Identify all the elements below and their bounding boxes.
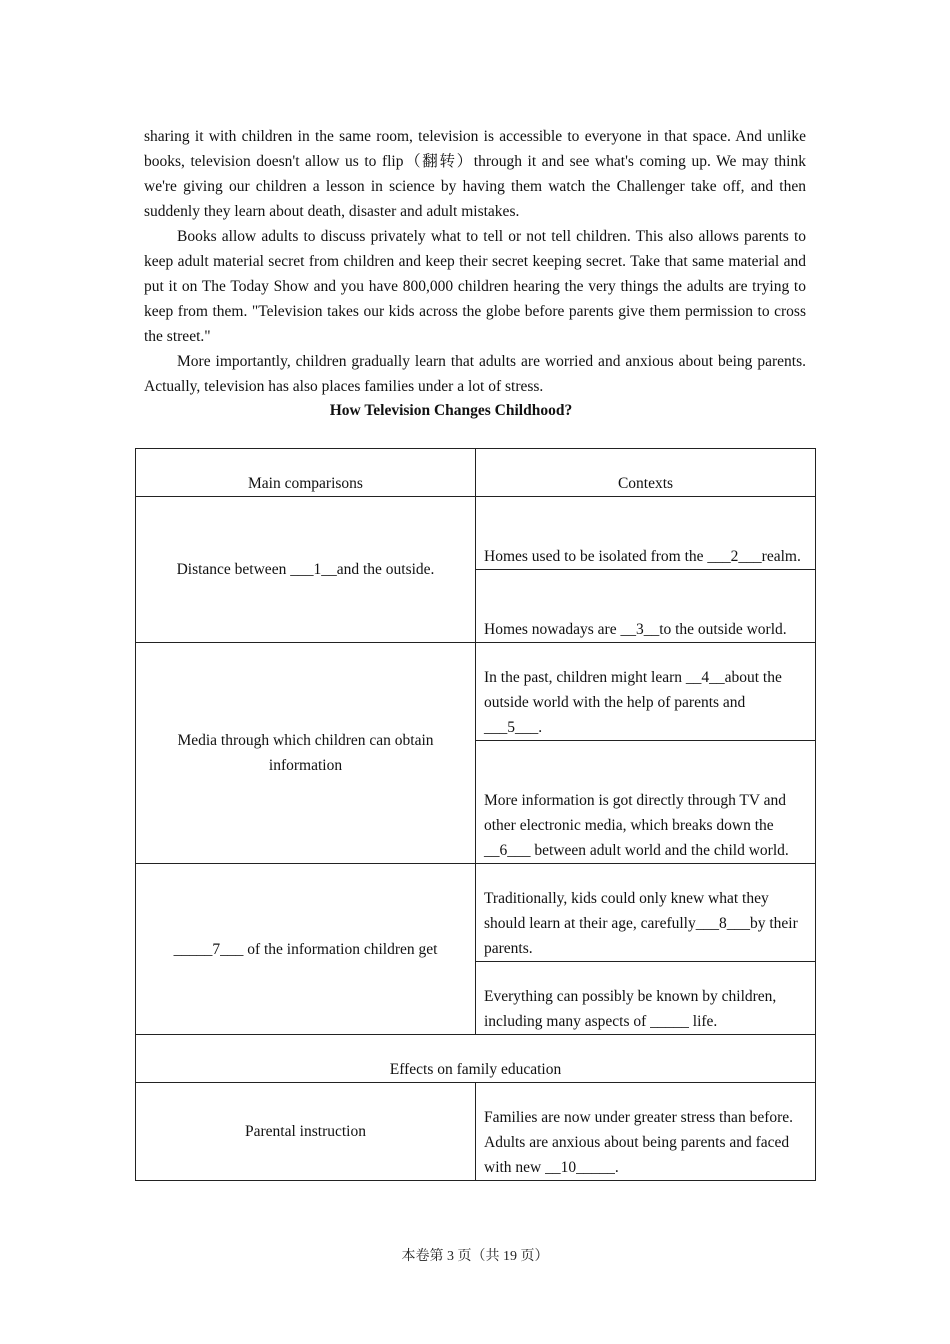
passage-paragraph-2: Books allow adults to discuss privately what to tell or not tell children. This also allows parents to keep adult material secret from children and keep their secret keeping secret. Take that same material and put it on The Today Show and you have 800,000 children hearing the very things the adults are trying to keep from them. "Television takes our kids across the globe before parents give them permission to cross the street." (144, 228, 806, 345)
row2-context-now: More information is got directly through TV and other electronic media, which breaks down the __6___ between adult world and the child world. (476, 741, 816, 864)
table-row (136, 643, 816, 741)
table-row (136, 1083, 816, 1181)
row4-comparison: Parental instruction (136, 1083, 476, 1181)
table-header-row (136, 449, 816, 497)
header-main-comparisons: Main comparisons (136, 449, 476, 497)
header-contexts: Contexts (476, 449, 816, 497)
row3-context-past: Traditionally, kids could only knew what they should learn at their age, carefully___8___by their parents. (476, 864, 816, 962)
row1-context-now: Homes nowadays are __3__to the outside world. (476, 570, 816, 643)
passage-paragraph-1: sharing it with children in the same room, television is accessible to everyone in that space. And unlike books, television doesn't allow us to flip（翻转）through it and see what's coming up. We may think we're giving our children a lesson in science by having them watch the Challenger take off, and then suddenly they learn about death, disaster and adult mistakes. (144, 128, 806, 220)
comparison-table (135, 448, 816, 1181)
passage-paragraph-3: More importantly, children gradually learn that adults are worried and anxious about being parents. Actually, television has also places families under a lot of stress. (144, 353, 806, 395)
row1-context-past: Homes used to be isolated from the ___2___realm. (476, 497, 816, 570)
row3-context-now: Everything can possibly be known by children, including many aspects of _____ life. (476, 962, 816, 1035)
page-footer: 本卷第 3 页（共 19 页） (401, 1249, 549, 1264)
row1-comparison: Distance between ___1__and the outside. (136, 497, 476, 643)
row3-comparison: _____7___ of the information children get (136, 864, 476, 1035)
row4-context: Families are now under greater stress than before. Adults are anxious about being parents and faced with new __10_____. (476, 1083, 816, 1181)
passage (144, 124, 806, 399)
row2-context-past: In the past, children might learn __4__about the outside world with the help of parents and ___5___. (476, 643, 816, 741)
table-row (136, 497, 816, 570)
table-title: How Television Changes Childhood? (329, 402, 573, 419)
table-row (136, 864, 816, 962)
table-section-row (136, 1035, 816, 1083)
section-effects-family-education: Effects on family education (136, 1035, 816, 1083)
row2-comparison: Media through which children can obtain information (136, 643, 476, 864)
